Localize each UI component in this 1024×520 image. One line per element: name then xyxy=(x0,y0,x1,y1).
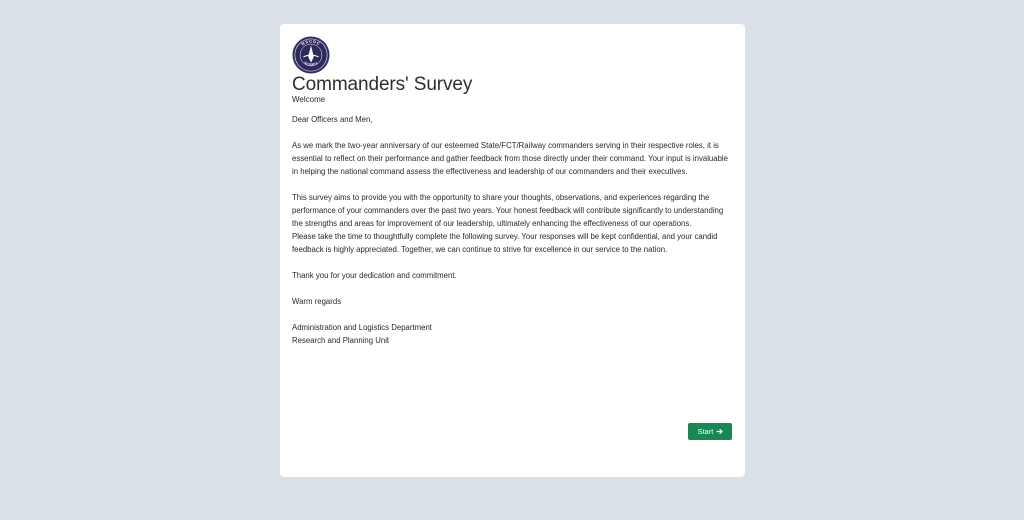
signature-unit: Research and Planning Unit xyxy=(292,336,390,345)
letter-paragraph-purpose: This survey aims to provide you with the opportunity to share your thoughts, observations, and experiences regarding the performance of your commanders over the past two years. Your honest feedback will contribute significantly to understanding the strengths and areas for improvement of our leadership, ultimately enhancing the effectiveness of our operations. xyxy=(292,193,724,228)
page-title: Commanders' Survey xyxy=(292,74,473,95)
svg-text:NSCDC: NSCDC xyxy=(300,38,322,47)
arrow-right-icon: ➔ xyxy=(716,426,723,436)
letter-closing: Warm regards xyxy=(292,297,342,306)
survey-card xyxy=(280,24,745,477)
start-button[interactable] xyxy=(688,423,732,440)
page-subtitle: Welcome xyxy=(292,95,326,104)
actions-row xyxy=(688,421,732,440)
letter-paragraph-anniversary: As we mark the two-year anniversary of our esteemed State/FCT/Railway commanders serving in their respective roles, it is essential to reflect on their performance and gather feedback from those directly under their command. Your input is invaluable in helping the national command assess the effectiveness and leadership of our commanders and their executives. xyxy=(292,141,729,176)
svg-text:NIGERIA: NIGERIA xyxy=(303,60,319,67)
signature-department: Administration and Logistics Department xyxy=(292,323,432,332)
welcome-letter xyxy=(292,113,733,347)
letter-paragraph-instructions: Please take the time to thoughtfully complete the following survey. Your responses will be kept confidential, and your candid feedback is highly appreciated. Together, we can continue to strive for excellence in our service to the nation. xyxy=(292,232,718,254)
start-button-label: Start xyxy=(697,427,714,436)
letter-salutation: Dear Officers and Men, xyxy=(292,115,373,124)
organization-logo xyxy=(292,36,330,74)
letter-thanks: Thank you for your dedication and commitment. xyxy=(292,271,457,280)
